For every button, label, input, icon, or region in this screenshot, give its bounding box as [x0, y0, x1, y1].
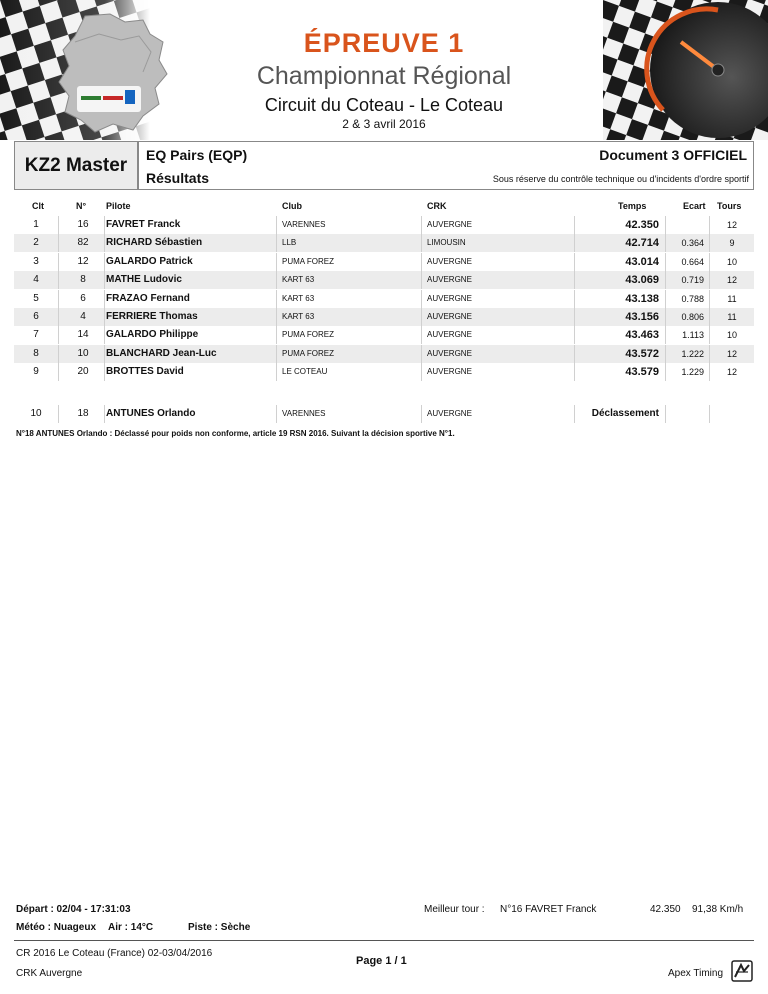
cell-temps: 43.014: [625, 255, 659, 268]
cell-temps: 43.156: [625, 311, 659, 323]
cell-ecart: 0.788: [681, 293, 704, 304]
cell-crk: AUVERGNE: [427, 293, 472, 303]
cell-temps: 43.138: [625, 292, 659, 305]
col-header-clt: Clt: [32, 201, 44, 211]
table-row: [14, 308, 754, 326]
cell-tours: 9: [729, 238, 735, 249]
cell-ecart: 0.719: [681, 275, 704, 286]
col-header-tours: Tours: [717, 201, 742, 211]
cell-clt: 3: [33, 255, 39, 267]
results-header: [138, 141, 754, 190]
cell-clt: 8: [33, 347, 39, 359]
cell-temps: 43.572: [625, 347, 659, 360]
cell-tours: 12: [726, 348, 737, 359]
championship-title: Championnat Régional: [256, 62, 512, 90]
cell-club: KART 63: [282, 312, 315, 321]
table-row: [14, 216, 754, 234]
footer-divider: [14, 940, 754, 941]
weather: Météo : Nuageux: [16, 922, 97, 933]
declassed-status: Déclassement: [591, 408, 659, 419]
cell-num: 12: [77, 255, 89, 267]
page-number: Page 1 / 1: [356, 955, 407, 967]
col-header-temps: Temps: [618, 201, 647, 211]
cell-crk: AUVERGNE: [427, 330, 472, 340]
crk-name: CRK Auvergne: [16, 968, 83, 979]
best-lap-driver: N°16 FAVRET Franck: [500, 904, 597, 915]
cell-club: KART 63: [282, 275, 315, 285]
cell-temps: 43.069: [625, 274, 659, 287]
col-header-club: Club: [282, 201, 302, 211]
cell-club: PUMA FOREZ: [282, 256, 335, 266]
cell-clt: 4: [33, 274, 39, 286]
cell-ecart: 0.664: [681, 256, 704, 267]
cell-crk: AUVERGNE: [427, 367, 472, 377]
table-row: [14, 290, 754, 308]
cell-pilote: RICHARD Sébastien: [106, 237, 203, 249]
col-header-ecart: Ecart: [683, 201, 706, 211]
declassed-clt: 10: [30, 408, 42, 419]
col-header-num: N°: [76, 201, 87, 211]
cell-ecart: 0.806: [681, 312, 704, 322]
best-lap-label: Meilleur tour :: [424, 904, 485, 915]
declassed-pilote: ANTUNES Orlando: [106, 408, 196, 419]
group-label: EQ Pairs (EQP): [146, 147, 248, 163]
cell-ecart: 1.113: [682, 330, 704, 341]
cell-crk: AUVERGNE: [427, 348, 472, 358]
cell-club: VARENNES: [282, 220, 326, 229]
cell-num: 8: [80, 274, 86, 286]
cell-num: 10: [77, 347, 89, 359]
category-box: KZ2 Master: [14, 141, 138, 190]
cell-ecart: 0.364: [681, 238, 704, 249]
cell-pilote: MATHE Ludovic: [106, 274, 182, 286]
cell-num: 82: [77, 237, 89, 249]
cell-clt: 6: [33, 311, 39, 322]
cell-pilote: BROTTES David: [106, 366, 184, 378]
cell-tours: 10: [726, 330, 737, 341]
start-time: Départ : 02/04 - 17:31:03: [16, 904, 131, 915]
col-header-crk: CRK: [427, 201, 447, 211]
event-info: CR 2016 Le Coteau (France) 02-03/04/2016: [16, 948, 213, 959]
cell-club: PUMA FOREZ: [282, 348, 335, 358]
cell-crk: AUVERGNE: [427, 220, 472, 229]
cell-clt: 5: [33, 292, 39, 304]
results-label: Résultats: [146, 170, 210, 186]
cell-tours: 12: [726, 220, 737, 230]
cell-tours: 12: [726, 275, 737, 286]
table-row: [14, 253, 754, 271]
cell-ecart: [666, 216, 710, 234]
cell-tours: 11: [727, 293, 737, 304]
cell-num: 4: [80, 311, 86, 322]
table-row: [14, 345, 754, 363]
table-row: [14, 234, 754, 252]
cell-crk: AUVERGNE: [427, 275, 472, 285]
best-lap-speed: 91,38 Km/h: [692, 904, 744, 915]
cell-clt: 2: [33, 237, 39, 249]
apex-timing-logo-icon: [731, 960, 753, 982]
declassed-num: 18: [77, 408, 89, 419]
cell-clt: 7: [33, 329, 39, 341]
cell-crk: AUVERGNE: [427, 312, 472, 321]
cell-num: 16: [77, 219, 89, 230]
cell-pilote: FRAZAO Fernand: [106, 292, 190, 304]
cell-pilote: BLANCHARD Jean-Luc: [106, 347, 217, 359]
cell-temps: 42.350: [625, 219, 659, 231]
cell-temps: 43.463: [625, 329, 659, 342]
cell-ecart: 1.229: [681, 367, 704, 378]
cell-crk: AUVERGNE: [427, 256, 472, 266]
cell-temps: 42.714: [625, 237, 659, 250]
cell-tours: 10: [726, 256, 737, 267]
declassed-row: [14, 405, 754, 423]
table-row: [14, 326, 754, 344]
best-lap-time: 42.350: [650, 904, 681, 915]
circuit-name: Circuit du Coteau - Le Coteau: [264, 95, 504, 115]
air-temperature: Air : 14°C: [108, 922, 154, 933]
cell-club: KART 63: [282, 293, 315, 303]
cell-club: LLB: [282, 238, 297, 248]
cell-num: 14: [77, 329, 89, 341]
reserve-notice: Sous réserve du contrôle technique ou d'incidents d'ordre sportif: [492, 174, 749, 184]
cell-num: 6: [80, 292, 86, 304]
declassed-crk: AUVERGNE: [427, 409, 472, 418]
col-header-pilote: Pilote: [106, 201, 131, 211]
declassement-note: N°18 ANTUNES Orlando : Déclassé pour poids non conforme, article 19 RSN 2016. Suivant la décision sportive N°1.: [16, 429, 455, 438]
cell-clt: 1: [33, 219, 39, 230]
cell-clt: 9: [33, 366, 39, 378]
table-row: [14, 363, 754, 381]
cell-pilote: FERRIERE Thomas: [106, 311, 198, 322]
cell-tours: 11: [727, 312, 737, 322]
document-label: Document 3 OFFICIEL: [599, 147, 747, 163]
cell-tours: 12: [726, 367, 737, 378]
cell-pilote: GALARDO Philippe: [106, 329, 199, 341]
cell-ecart: 1.222: [681, 348, 704, 359]
cell-pilote: GALARDO Patrick: [106, 255, 193, 267]
event-dates: 2 & 3 avril 2016: [342, 117, 426, 131]
track-condition: Piste : Sèche: [188, 922, 251, 933]
cell-club: PUMA FOREZ: [282, 330, 335, 340]
event-round-title: ÉPREUVE 1: [303, 28, 465, 58]
event-banner: [0, 0, 768, 140]
cell-club: LE COTEAU: [282, 367, 328, 377]
cell-crk: LIMOUSIN: [427, 238, 466, 248]
timing-provider: Apex Timing: [668, 968, 724, 979]
cell-num: 20: [77, 366, 89, 378]
declassed-club: VARENNES: [282, 409, 326, 418]
table-row: [14, 271, 754, 289]
cell-temps: 43.579: [625, 366, 659, 379]
cell-pilote: FAVRET Franck: [106, 219, 181, 230]
